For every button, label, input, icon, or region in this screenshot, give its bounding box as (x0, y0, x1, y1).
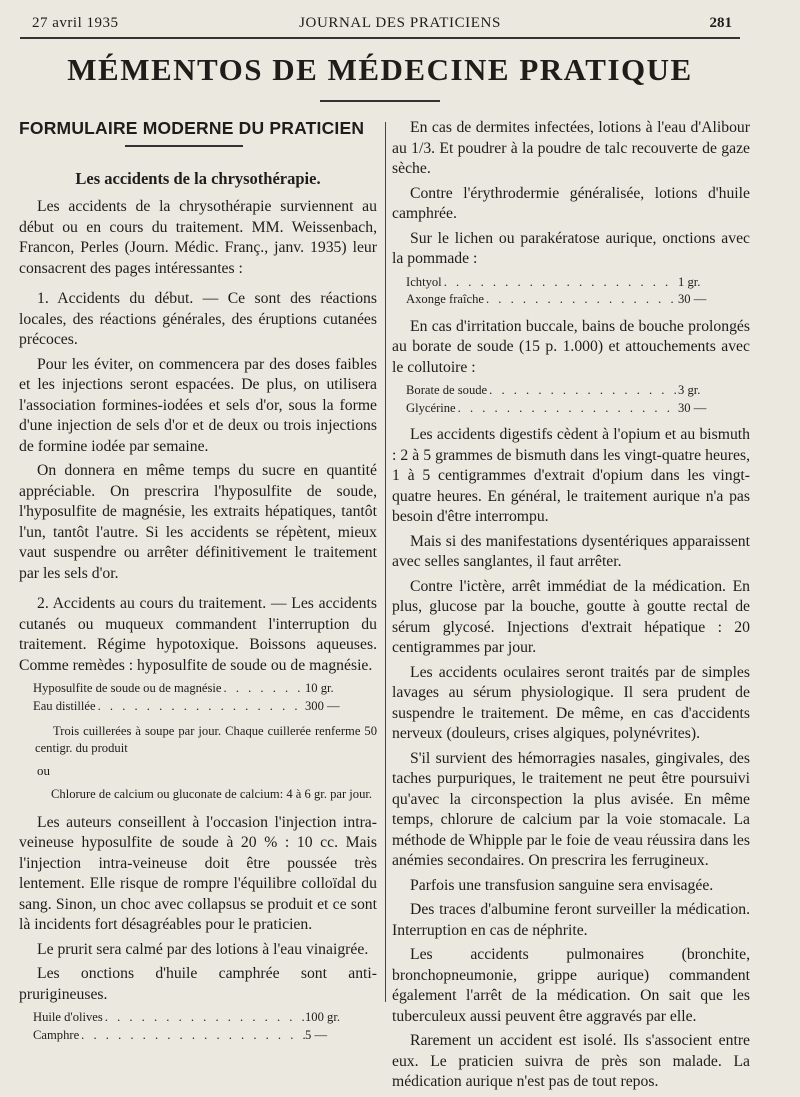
page-title: MÉMENTOS DE MÉDECINE PRATIQUE (67, 52, 693, 87)
header-rule (20, 37, 740, 39)
ingredient-quantity: 30 — (678, 292, 707, 306)
paragraph: Les accidents de la chrysothérapie surviennent au début ou en cours du traitement. MM. Weissenbach, Francon, Perles (Journ. Médic. Franç., janv. 1935) leur consacrent des pages intéressantes : (19, 198, 377, 277)
prescription-line (33, 1009, 367, 1027)
left-column (19, 118, 377, 1052)
ingredient-name: Eau distillée (33, 698, 96, 713)
section-title: FORMULAIRE MODERNE DU PRATICIEN (19, 118, 365, 138)
ingredient-name: Hyposulfite de soude ou de magnésie (33, 681, 222, 695)
prescription-line (406, 291, 740, 309)
paragraph: Les onctions d'huile camphrée sont anti-prurigineuses. (19, 965, 377, 1003)
paragraph: Pour les éviter, on commencera par des doses faibles et les injections seront espacées. De plus, on utilisera l'association formines-iodées et sels d'or, sous la forme d'une injection de sels d'or et de deux ou trois injections de formine iodée par semaine. (19, 355, 377, 455)
paragraph: Les accidents digestifs cèdent à l'opium et au bismuth : 2 à 5 grammes de bismuth dans les vingt-quatre heures, 1 à 5 centigrammes d'extrait d'opium dans les vingt-quatre heures. En général, le traitement aurique n'a pas besoin d'être interrompu. (392, 426, 750, 525)
header-page-number: 281 (709, 15, 732, 31)
separator-word: ou (37, 763, 50, 778)
right-column (392, 118, 750, 1097)
ingredient-quantity: 1 gr. (678, 274, 701, 289)
ingredient-quantity: 10 gr. (305, 681, 334, 695)
prescription-line (406, 382, 740, 400)
prescription-block (392, 274, 750, 309)
prescription-line (33, 1027, 367, 1045)
paragraph: Rarement un accident est isolé. Ils s'associent entre eux. Le praticien suivra de près son malade. La médication aurique n'est pas de tout repos. (392, 1032, 750, 1090)
prescription-note: Trois cuillerées à soupe par jour. Chaque cuillerée renferme 50 centigr. du produit (35, 724, 377, 755)
ingredient-name: Borate de soude (406, 383, 488, 397)
paragraph: 2. Accidents au cours du traitement. — Les accidents cutanés ou muqueux commandent l'interruption du traitement. Régime hypotoxique. Boissons aqueuses. Comme remèdes : hyposulfite de soude ou de magnésie. (19, 595, 377, 674)
prescription-block (19, 680, 377, 715)
paragraph: Le prurit sera calmé par des lotions à l'eau vinaigrée. (37, 940, 369, 958)
paragraph: On donnera en même temps du sucre en quantité appréciable. On prescrira l'hyposulfite de soude, l'hyposulfite de magnésie, les extraits hépatiques, tantôt l'un, tantôt l'autre. Si les accidents se répètent, mieux vaut suspendre ou arrêter définitivement le traitement par les sels d'or. (19, 462, 377, 582)
title-rule (320, 100, 440, 102)
ingredient-quantity: 30 — (678, 400, 707, 415)
ingredient-name: Axonge fraîche (406, 292, 484, 306)
prescription-line (33, 698, 367, 716)
ingredient-quantity: 3 gr. (678, 383, 701, 397)
paragraph: Mais si des manifestations dysentériques apparaissent avec selles sanglantes, il faut arrêter. (392, 532, 750, 570)
running-header (0, 15, 800, 35)
paragraph: 1. Accidents du début. — Ce sont des réactions locales, des réactions générales, des éruptions cutanées précoces. (19, 290, 377, 348)
ingredient-quantity: 300 — (305, 698, 340, 713)
paragraph: En cas d'irritation buccale, bains de bouche prolongés au borate de soude (15 p. 1.000) et attouchements avec le collutoire : (392, 317, 750, 376)
prescription-block (19, 1009, 377, 1044)
paragraph: Sur le lichen ou parakératose aurique, onctions avec la pommade : (392, 229, 750, 267)
ingredient-name: Ichtyol (406, 274, 442, 289)
ingredient-name: Huile d'olives (33, 1010, 103, 1024)
paragraph: Des traces d'albumine feront surveiller la médication. Interruption en cas de néphrite. (392, 901, 750, 939)
paragraph: Parfois une transfusion sanguine sera envisagée. (410, 876, 714, 894)
article-subhead: Les accidents de la chrysothérapie. (75, 168, 321, 188)
ingredient-name: Glycérine (406, 400, 456, 415)
paragraph: S'il survient des hémorragies nasales, gingivales, des taches purpuriques, le traitement ne peut être poursuivi qu'avec la circonspection la plus avisée. En même temps, chlorure de calcium par la voie stomacale. La méthode de Whipple par le foie de veau réussira dans les anémies secondaires. On prescrira les ferrugineux. (392, 749, 750, 869)
ingredient-quantity: 5 — (305, 1027, 328, 1042)
paragraph: Les auteurs conseillent à l'occasion l'injection intra-veineuse hyposulfite de soude à 20 % : 10 cc. Mais l'injection intra-veineuse doit être poussée très lentement. Elle risque de rompre l'équilibre colloïdal du sang. Sinon, un choc avec collapsus se produit et ce sont là incidents fort désagréables pour le praticien. (19, 813, 377, 933)
paragraph: Contre l'érythrodermie généralisée, lotions d'huile camphrée. (392, 184, 750, 222)
paragraph: En cas de dermites infectées, lotions à l'eau d'Alibour au 1/3. Et poudrer à la poudre de talc recouverte de gaze sèche. (392, 119, 750, 177)
paragraph: Les accidents oculaires seront traités par de simples lavages au sérum physiologique. Il sera prudent de suspendre le traitement. De même, en cas d'accidents nerveux (douleurs, crises algiques, polynévrites). (392, 663, 750, 742)
ingredient-name: Camphre (33, 1027, 80, 1042)
paragraph: Les accidents pulmonaires (bronchite, bronchopneumonie, grippe aurique) commandent également l'arrêt de la médication. On sait que les tuberculeux aussi peuvent être aggravés par elle. (392, 946, 750, 1025)
header-date: 27 avril 1935 (32, 15, 119, 31)
prescription-line (406, 274, 740, 292)
section-rule (125, 145, 243, 147)
prescription-block (392, 382, 750, 417)
prescription-line (406, 400, 740, 418)
prescription-note: Chlorure de calcium ou gluconate de calcium: 4 à 6 gr. par jour. (51, 786, 373, 801)
paragraph: Contre l'ictère, arrêt immédiat de la médication. En plus, glucose par la bouche, goutte à goutte rectal de sérum glycosé. Injections d'extrait hépatique : 20 centigrammes par jour. (392, 577, 750, 656)
prescription-line (33, 680, 367, 698)
header-journal: JOURNAL DES PRATICIENS (299, 15, 501, 31)
ingredient-quantity: 100 gr. (305, 1010, 340, 1024)
column-divider (385, 122, 386, 1002)
